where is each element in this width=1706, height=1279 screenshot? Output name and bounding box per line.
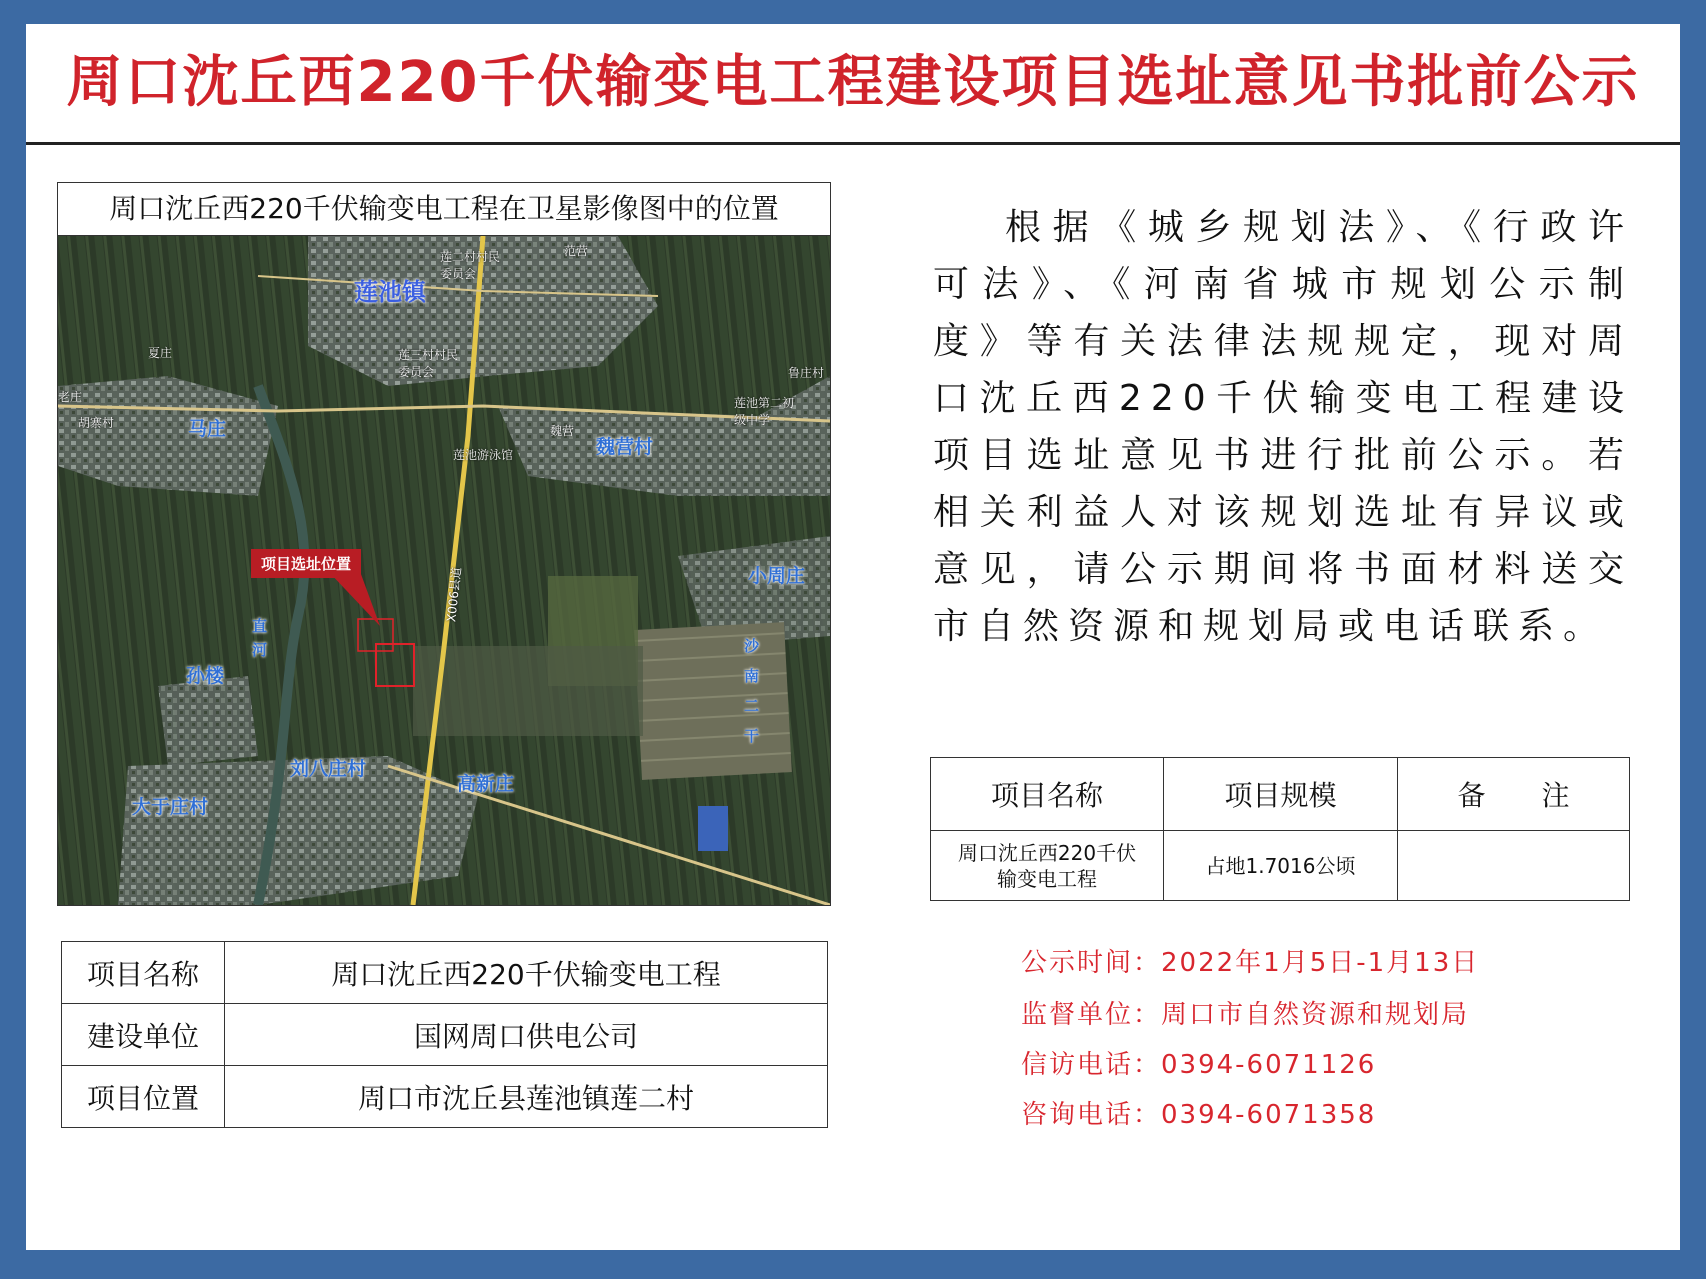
label-xia-zhuang: 夏庄	[148, 346, 173, 360]
label-school: 莲池第二初级中学	[734, 396, 795, 427]
place-ma-zhuang: 马庄	[188, 418, 227, 440]
place-gao-xin-zhuang: 高新庄	[457, 773, 515, 795]
table-header-row	[931, 758, 1630, 831]
place-da-yu-zhuang-cun: 大于庄村	[132, 796, 209, 818]
supervisor-unit: 监督单位：周口市自然资源和规划局	[1021, 1000, 1470, 1030]
road-label: X006县道	[444, 566, 464, 623]
place-liu-ba-zhuang-cun: 刘八庄村	[290, 758, 367, 780]
label-fan-ying: 范营	[564, 244, 589, 258]
project-name-text: 周口沈丘西220千伏输变电工程	[957, 840, 1137, 891]
label-hu-zhai: 胡寨村	[78, 416, 115, 430]
label-lian-san-cun: 莲三村村民委员会	[398, 348, 459, 379]
place-sun-lou: 孙楼	[186, 665, 225, 687]
project-site-callout: 项目选址位置	[251, 549, 361, 578]
label-lian-er-cun: 莲二村村民委员会	[440, 250, 501, 281]
info-label: 项目位置	[62, 1066, 225, 1128]
consult-phone: 咨询电话：0394-6071358	[1021, 1100, 1377, 1130]
table-row	[62, 942, 828, 1004]
map-caption: 周口沈丘西220千伏输变电工程在卫星影像图中的位置	[58, 183, 830, 236]
notice-paragraph: 根据《城乡规划法》、《行政许可法》、《河南省城市规划公示制度》等有关法律法规规定，现对周口沈丘西220千伏输变电工程建设项目选址意见书进行批前公示。若相关利益人对该规划选址有异议或意见，请公示期间将书面材料送交市自然资源和规划局或电话联系。	[933, 207, 1633, 647]
table-row	[62, 1066, 828, 1128]
label-lu-zhuang: 鲁庄村	[788, 366, 825, 380]
project-scale-cell: 占地1.7016公顷	[1164, 831, 1398, 901]
project-name-cell	[931, 831, 1164, 901]
column-header: 项目规模	[1164, 758, 1398, 831]
info-label: 项目名称	[62, 942, 225, 1004]
info-value: 国网周口供电公司	[225, 1004, 828, 1066]
satellite-map	[58, 236, 830, 905]
title-divider	[26, 142, 1680, 145]
notice-board	[26, 24, 1680, 1250]
info-value: 周口沈丘西220千伏输变电工程	[225, 942, 828, 1004]
place-zhi-he: 直河	[252, 617, 268, 659]
complaint-phone: 信访电话：0394-6071126	[1021, 1050, 1377, 1080]
label-lao-zhuang: 老庄	[58, 390, 83, 404]
column-header: 备 注	[1398, 758, 1630, 831]
info-value: 周口市沈丘县莲池镇莲二村	[225, 1066, 828, 1128]
table-row	[62, 1004, 828, 1066]
label-swimming: 莲池游泳馆	[453, 448, 514, 462]
info-label: 建设单位	[62, 1004, 225, 1066]
place-xiao-zhou-zhuang: 小周庄	[748, 565, 806, 587]
place-wei-ying-cun: 魏营村	[596, 436, 654, 458]
notice-period: 公示时间：2022年1月5日-1月13日	[1021, 948, 1480, 978]
label-wei-ying: 魏营	[550, 424, 575, 438]
column-header: 项目名称	[931, 758, 1164, 831]
place-sha-nan-er-gan: 沙南二干	[744, 637, 760, 745]
place-lianchi-zhen: 莲池镇	[354, 278, 426, 306]
project-scale-table	[930, 757, 1630, 901]
project-info-table	[61, 941, 828, 1128]
page-title: 周口沈丘西220千伏输变电工程建设项目选址意见书批前公示	[66, 50, 1640, 115]
remarks-cell	[1398, 831, 1630, 901]
table-row	[931, 831, 1630, 901]
map-panel	[57, 182, 831, 906]
